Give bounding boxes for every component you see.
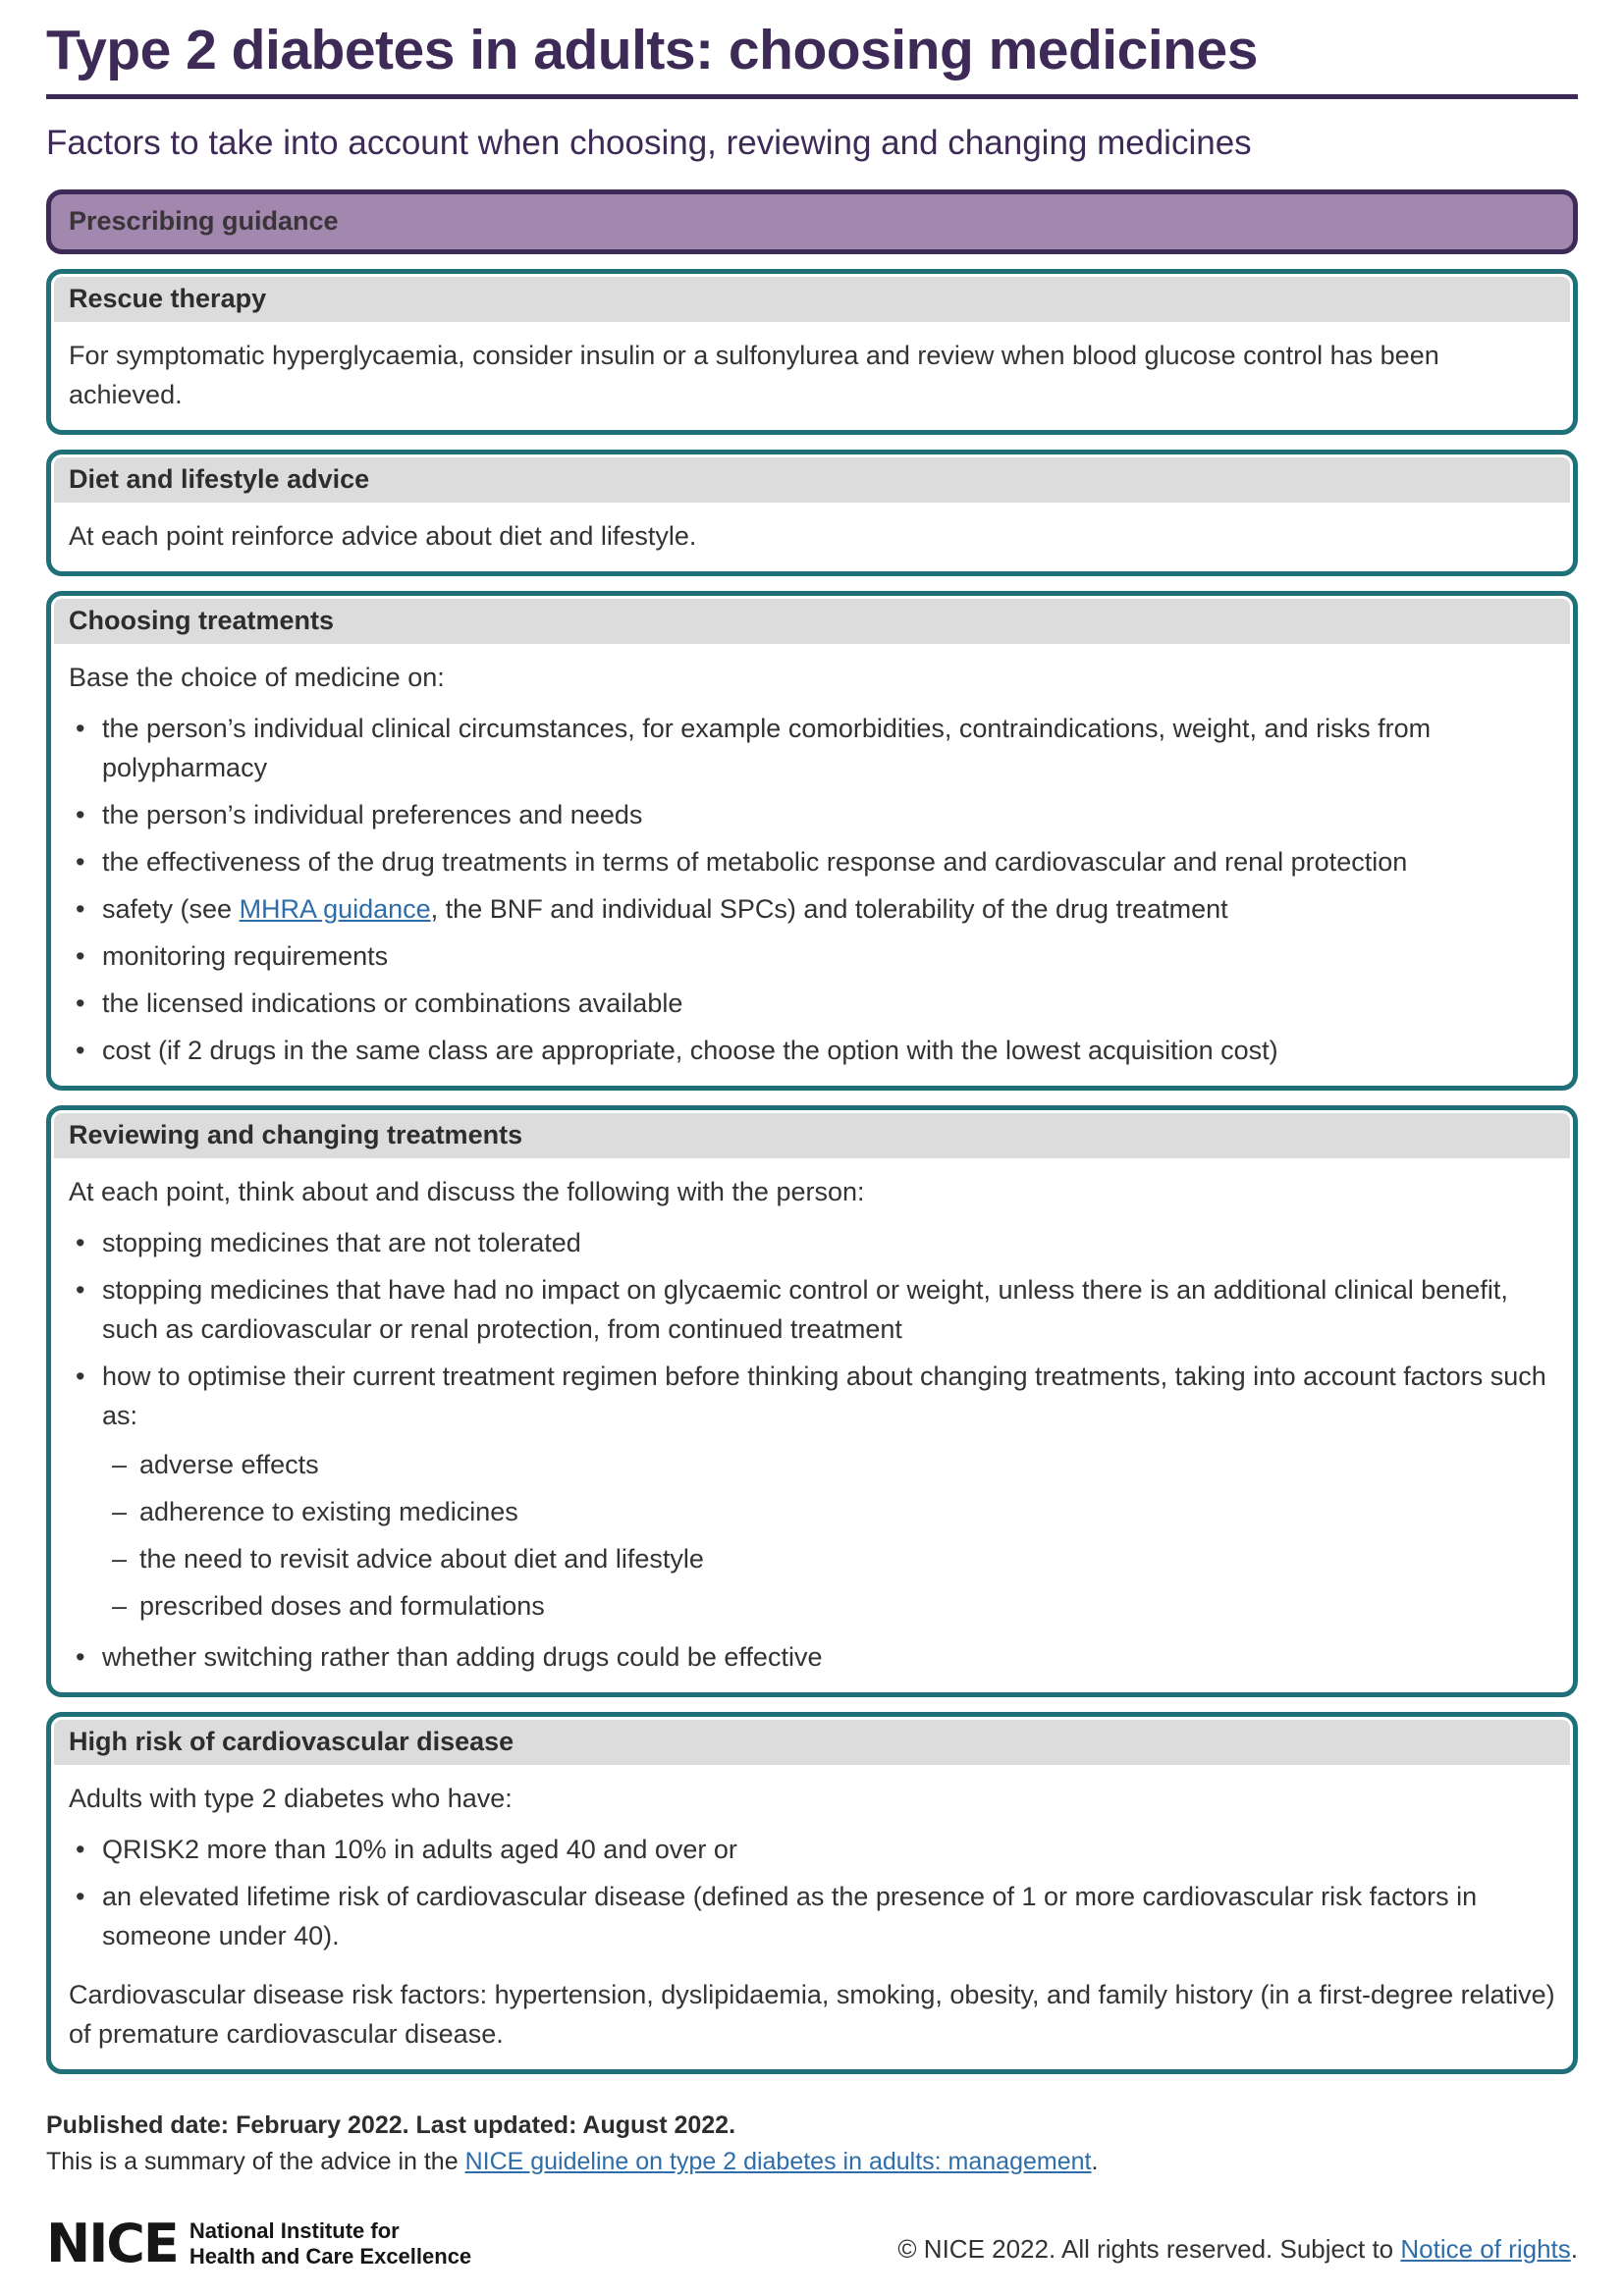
sub-bullet-list (108, 1445, 1555, 1626)
paragraph: Adults with type 2 diabetes who have: (69, 1783, 513, 1813)
nice-logo-tagline (189, 2218, 471, 2269)
nice-guideline-link[interactable]: NICE guideline on type 2 diabetes in adults: management (464, 2148, 1092, 2175)
copyright-suffix: . (1570, 2234, 1578, 2264)
sub-list-item: – adverse effects (108, 1445, 1555, 1484)
list-item: • stopping medicines that are not tolerated (69, 1223, 1555, 1262)
title-underline (46, 94, 1578, 99)
list-item: • the licensed indications or combinations available (69, 984, 1555, 1023)
published-date: Published date: February 2022. Last updated: August 2022. (46, 2111, 736, 2139)
list-item-text: , the BNF and individual SPCs) and tolerability of the drug treatment (430, 893, 1228, 924)
section-body (51, 1158, 1573, 1692)
summary-text: . (1091, 2148, 1099, 2175)
list-item: • stopping medicines that have had no impact on glycaemic control or weight, unless there is an additional clinical benefit, such as cardiovascular or renal protection, from continued treatment (69, 1270, 1555, 1349)
section-body (51, 503, 1573, 571)
page-subtitle: Factors to take into account when choosing, reviewing and changing medicines (46, 123, 1252, 162)
list-item (69, 889, 1555, 929)
list-item: • an elevated lifetime risk of cardiovascular disease (defined as the presence of 1 or more cardiovascular risk factors in someone under 40). (69, 1877, 1555, 1955)
sub-list-item: – the need to revisit advice about diet and lifestyle (108, 1539, 1555, 1578)
choosing-treatments-section (46, 591, 1578, 1091)
bullet-list (69, 1223, 1555, 1435)
bullet-list (69, 709, 1555, 1070)
list-item: • how to optimise their current treatment regimen before thinking about changing treatments, taking into account factors such as: (69, 1357, 1555, 1435)
paragraph: Cardiovascular disease risk factors: hypertension, dyslipidaemia, smoking, obesity, and family history (in a first-degree relative) of premature cardiovascular disease. (69, 1979, 1555, 2049)
page-footer (46, 2111, 1578, 2274)
sub-list-item: – adherence to existing medicines (108, 1492, 1555, 1531)
copyright-prefix: © NICE 2022. All rights reserved. Subject to (897, 2234, 1401, 2264)
paragraph: Base the choice of medicine on: (69, 662, 445, 692)
nice-logo (46, 2213, 472, 2274)
list-item: • QRISK2 more than 10% in adults aged 40 and over or (69, 1830, 1555, 1869)
section-heading: Reviewing and changing treatments (54, 1113, 1570, 1158)
page-title: Type 2 diabetes in adults: choosing medicines (46, 19, 1258, 81)
list-item-text: safety (see (102, 893, 240, 924)
copyright-text (897, 2234, 1578, 2270)
banner-label: Prescribing guidance (69, 205, 339, 236)
section-body (51, 1765, 1573, 2069)
section-heading: High risk of cardiovascular disease (54, 1720, 1570, 1765)
section-body (51, 644, 1573, 1086)
bullet-list (69, 1830, 1555, 1955)
list-item: • monitoring requirements (69, 936, 1555, 976)
mhra-guidance-link[interactable]: MHRA guidance (239, 893, 431, 924)
list-item: • the person’s individual preferences and needs (69, 795, 1555, 834)
list-item: • whether switching rather than adding drugs could be effective (69, 1637, 1555, 1677)
paragraph: At each point, think about and discuss the following with the person: (69, 1176, 865, 1206)
high-risk-cvd-section (46, 1712, 1578, 2074)
tagline-line: Health and Care Excellence (189, 2244, 472, 2269)
diet-lifestyle-section (46, 450, 1578, 576)
bullet-list (69, 1637, 1555, 1677)
paragraph: For symptomatic hyperglycaemia, consider insulin or a sulfonylurea and review when blood glucose control has been achieved. (69, 340, 1439, 409)
summary-text: This is a summary of the advice in the (46, 2148, 465, 2175)
footer-row (46, 2213, 1578, 2274)
paragraph: At each point reinforce advice about diet and lifestyle. (69, 520, 697, 551)
rescue-therapy-section (46, 269, 1578, 435)
summary-line (46, 2148, 1578, 2176)
section-heading: Rescue therapy (54, 277, 1570, 322)
section-heading: Diet and lifestyle advice (54, 457, 1570, 503)
list-item: • the effectiveness of the drug treatments in terms of metabolic response and cardiovascular and renal protection (69, 842, 1555, 881)
list-item: • cost (if 2 drugs in the same class are appropriate, choose the option with the lowest acquisition cost) (69, 1031, 1555, 1070)
nice-logo-wordmark: NICE (46, 2213, 178, 2274)
section-heading: Choosing treatments (54, 599, 1570, 644)
prescribing-guidance-banner (46, 189, 1578, 254)
sub-list-item: – prescribed doses and formulations (108, 1586, 1555, 1626)
reviewing-changing-section (46, 1105, 1578, 1697)
notice-of-rights-link[interactable]: Notice of rights (1400, 2234, 1571, 2264)
list-item: • the person’s individual clinical circumstances, for example comorbidities, contraindications, weight, and risks from polypharmacy (69, 709, 1555, 787)
tagline-line: National Institute for (189, 2218, 400, 2243)
section-body (51, 322, 1573, 430)
